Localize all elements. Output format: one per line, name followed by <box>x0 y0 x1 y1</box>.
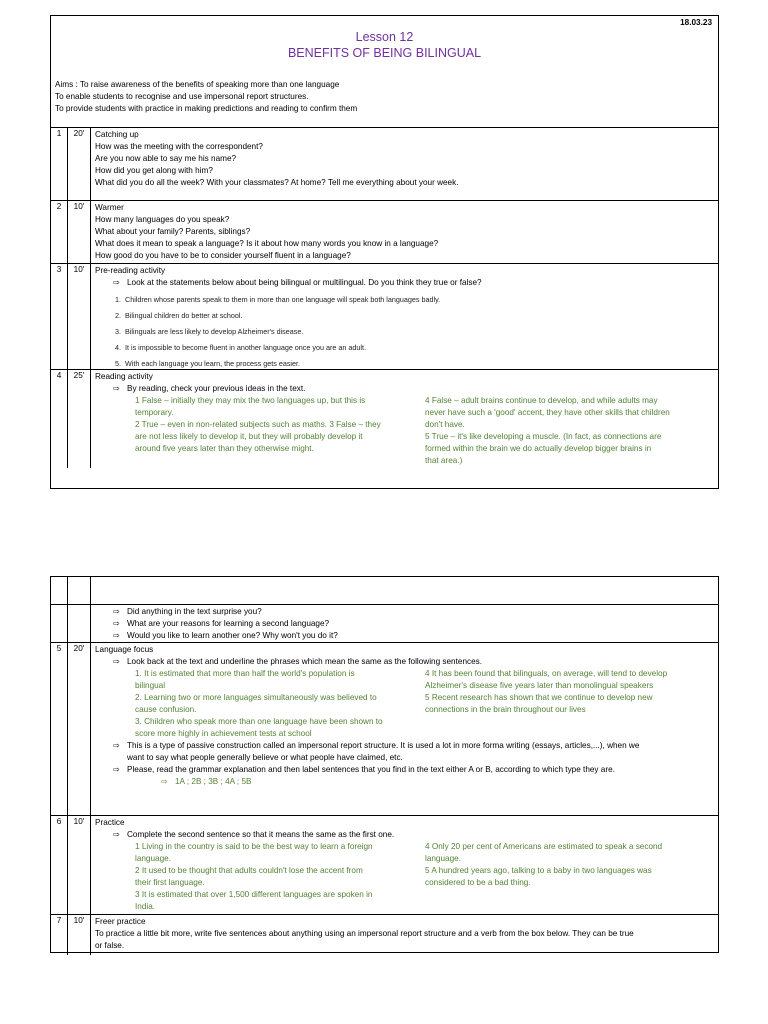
instruction-bullet: ⇨ Look back at the text and underline the phrases which mean the same as the following sentences. <box>113 657 483 666</box>
statement-item: 3. Bilinguals are less likely to develop Alzheimer's disease. <box>123 324 714 340</box>
answer-key: ⇨ 1A ; 2B ; 3B ; 4A ; 5B <box>161 777 252 786</box>
lesson-subtitle: BENEFITS OF BEING BILINGUAL <box>287 46 482 60</box>
answer-columns <box>95 841 725 913</box>
arrow-icon: ⇨ <box>113 741 120 750</box>
instruction-bullet: ⇨ Complete the second sentence so that it means the same as the first one. <box>113 830 395 839</box>
lesson-date: 18.03.23 <box>680 18 712 27</box>
activity-title: Reading activity <box>95 372 153 381</box>
question-bullet: ⇨ What are your reasons for learning a second language? <box>113 619 330 628</box>
answers-right: 4 False – adult brains continue to develop, and while adults may never have such a 'good' accent, they have other skills that children don't have. 5 True – it's like developing a muscle. (In fact, as connections are formed within the brain we do actually develop bigger brains in that area.) <box>425 396 670 465</box>
arrow-icon: ⇨ <box>113 619 120 628</box>
arrow-icon: ⇨ <box>113 384 120 393</box>
row-time: 10' <box>68 201 91 263</box>
aim-line: Aims : To raise awareness of the benefits of speaking more than one language <box>55 80 340 89</box>
row-time: 10' <box>68 915 91 955</box>
answer-columns <box>95 668 725 740</box>
activity-row-3 <box>51 263 718 369</box>
activity-title: Pre-reading activity <box>95 266 166 275</box>
question-bullet: ⇨ Would you like to learn another one? Why won't you do it? <box>113 631 338 640</box>
question-line: What does it mean to speak a language? Is it about how many words you know in a language? <box>95 239 439 248</box>
arrow-icon: ⇨ <box>161 777 168 786</box>
lesson-title: Lesson 12 <box>355 30 414 44</box>
arrow-icon: ⇨ <box>113 631 120 640</box>
arrow-icon: ⇨ <box>113 830 120 839</box>
statement-item: 2. Bilingual children do better at school. <box>123 308 714 324</box>
question-line: What about your family? Parents, siblings? <box>95 227 251 236</box>
aims-block <box>51 61 718 127</box>
row-number: 5 <box>51 643 68 815</box>
activity-title: Warmer <box>95 203 124 212</box>
instruction-bullet: ⇨ By reading, check your previous ideas in the text. <box>113 384 306 393</box>
activity-title: Practice <box>95 818 125 827</box>
arrow-icon: ⇨ <box>113 657 120 666</box>
activity-title: Catching up <box>95 130 139 139</box>
instruction-bullet: ⇨ Please, read the grammar explanation and then label sentences that you find in the text either A or B, according to which type they are. <box>113 765 615 774</box>
activity-title: Language focus <box>95 645 154 654</box>
instruction-line: or false. <box>95 941 125 950</box>
activity-row-2 <box>51 200 718 263</box>
question-line: How was the meeting with the correspondent? <box>95 142 263 151</box>
statement-item: 1. Children whose parents speak to them in more than one language will speak both languages badly. <box>123 292 714 308</box>
lesson-plan-table-page1 <box>50 15 719 489</box>
answers-left: 1 False – initially they may mix the two languages up, but this is temporary. 2 True – even in non-related subjects such as maths. 3 False – they are not less likely to develop it, but they will probably develop it around five years later than they otherwise might. <box>135 396 381 453</box>
row-number: 6 <box>51 816 68 914</box>
row-time: 20' <box>68 643 91 815</box>
row-time: 25' <box>68 370 91 468</box>
question-line: How many languages do you speak? <box>95 215 230 224</box>
activity-row-6 <box>51 815 718 914</box>
row-number: 3 <box>51 264 68 369</box>
question-line: Are you now able to say me his name? <box>95 154 237 163</box>
activity-row-4 <box>51 369 718 468</box>
row-number: 7 <box>51 915 68 955</box>
activity-title: Freer practice <box>95 917 146 926</box>
row-number: 2 <box>51 201 68 263</box>
empty-row <box>51 577 718 604</box>
practice-left: 1 Living in the country is said to be the best way to learn a foreign language. 2 It used to be thought that adults couldn't lose the accent from their first language. 3 It is estimated that over 1,500 different languages are spoken in India. <box>135 842 373 911</box>
practice-right: 4 Only 20 per cent of Americans are estimated to speak a second language. 5 A hundred years ago, talking to a baby in two languages was considered to be a bad thing. <box>425 842 663 887</box>
instruction-line: To practice a little bit more, write five sentences about anything using an impersonal report structure and a verb from the box below. They can be true <box>95 929 634 938</box>
aim-line: To provide students with practice in making predictions and reading to confirm them <box>55 104 358 113</box>
lesson-plan-table-page2 <box>50 576 719 953</box>
answer-columns <box>95 395 725 467</box>
row-number: 1 <box>51 128 68 200</box>
activity-row-7 <box>51 914 718 955</box>
question-bullet: ⇨ Did anything in the text surprise you? <box>113 607 262 616</box>
arrow-icon: ⇨ <box>113 278 120 287</box>
question-line: How good do you have to be to consider yourself fluent in a language? <box>95 251 351 260</box>
activity-row-1 <box>51 127 718 200</box>
continuation-row <box>51 604 718 642</box>
arrow-icon: ⇨ <box>113 607 120 616</box>
statement-item: 4. It is impossible to become fluent in another language once you are an adult. <box>123 340 714 356</box>
question-line: What did you do all the week? With your classmates? At home? Tell me everything about your week. <box>95 178 459 187</box>
sentences-right: 4 It has been found that bilinguals, on average, will tend to develop Alzheimer's disease five years later than monolingual speakers 5 Recent research has shown that we continue to develop new connections in the brain throughout our lives <box>425 669 668 714</box>
row-number: 4 <box>51 370 68 468</box>
arrow-icon: ⇨ <box>113 765 120 774</box>
row-time: 10' <box>68 264 91 369</box>
instruction-bullet: ⇨ Look at the statements below about being bilingual or multilingual. Do you think they true or false? <box>113 278 482 287</box>
row-time: 20' <box>68 128 91 200</box>
explanation-line: want to say what people generally believe or what people have claimed, etc. <box>127 753 403 762</box>
aim-line: To enable students to recognise and use impersonal report structures. <box>55 92 309 101</box>
explanation-bullet: ⇨ This is a type of passive construction called an impersonal report structure. It is used a lot in more forma writing (essays, articles,...), when we <box>113 741 640 750</box>
statement-item: 5. With each language you learn, the process gets easier. <box>123 356 714 372</box>
activity-row-5 <box>51 642 718 815</box>
sentences-left: 1. It is estimated that more than half the world's population is bilingual 2. Learning two or more languages simultaneously was believed to cause confusion. 3. Children who speak more than one language have been shown to score more highly in achievement tests at school <box>135 669 383 738</box>
row-time: 10' <box>68 816 91 914</box>
question-line: How did you get along with him? <box>95 166 213 175</box>
header-section <box>51 16 718 127</box>
statements-list <box>95 292 714 372</box>
